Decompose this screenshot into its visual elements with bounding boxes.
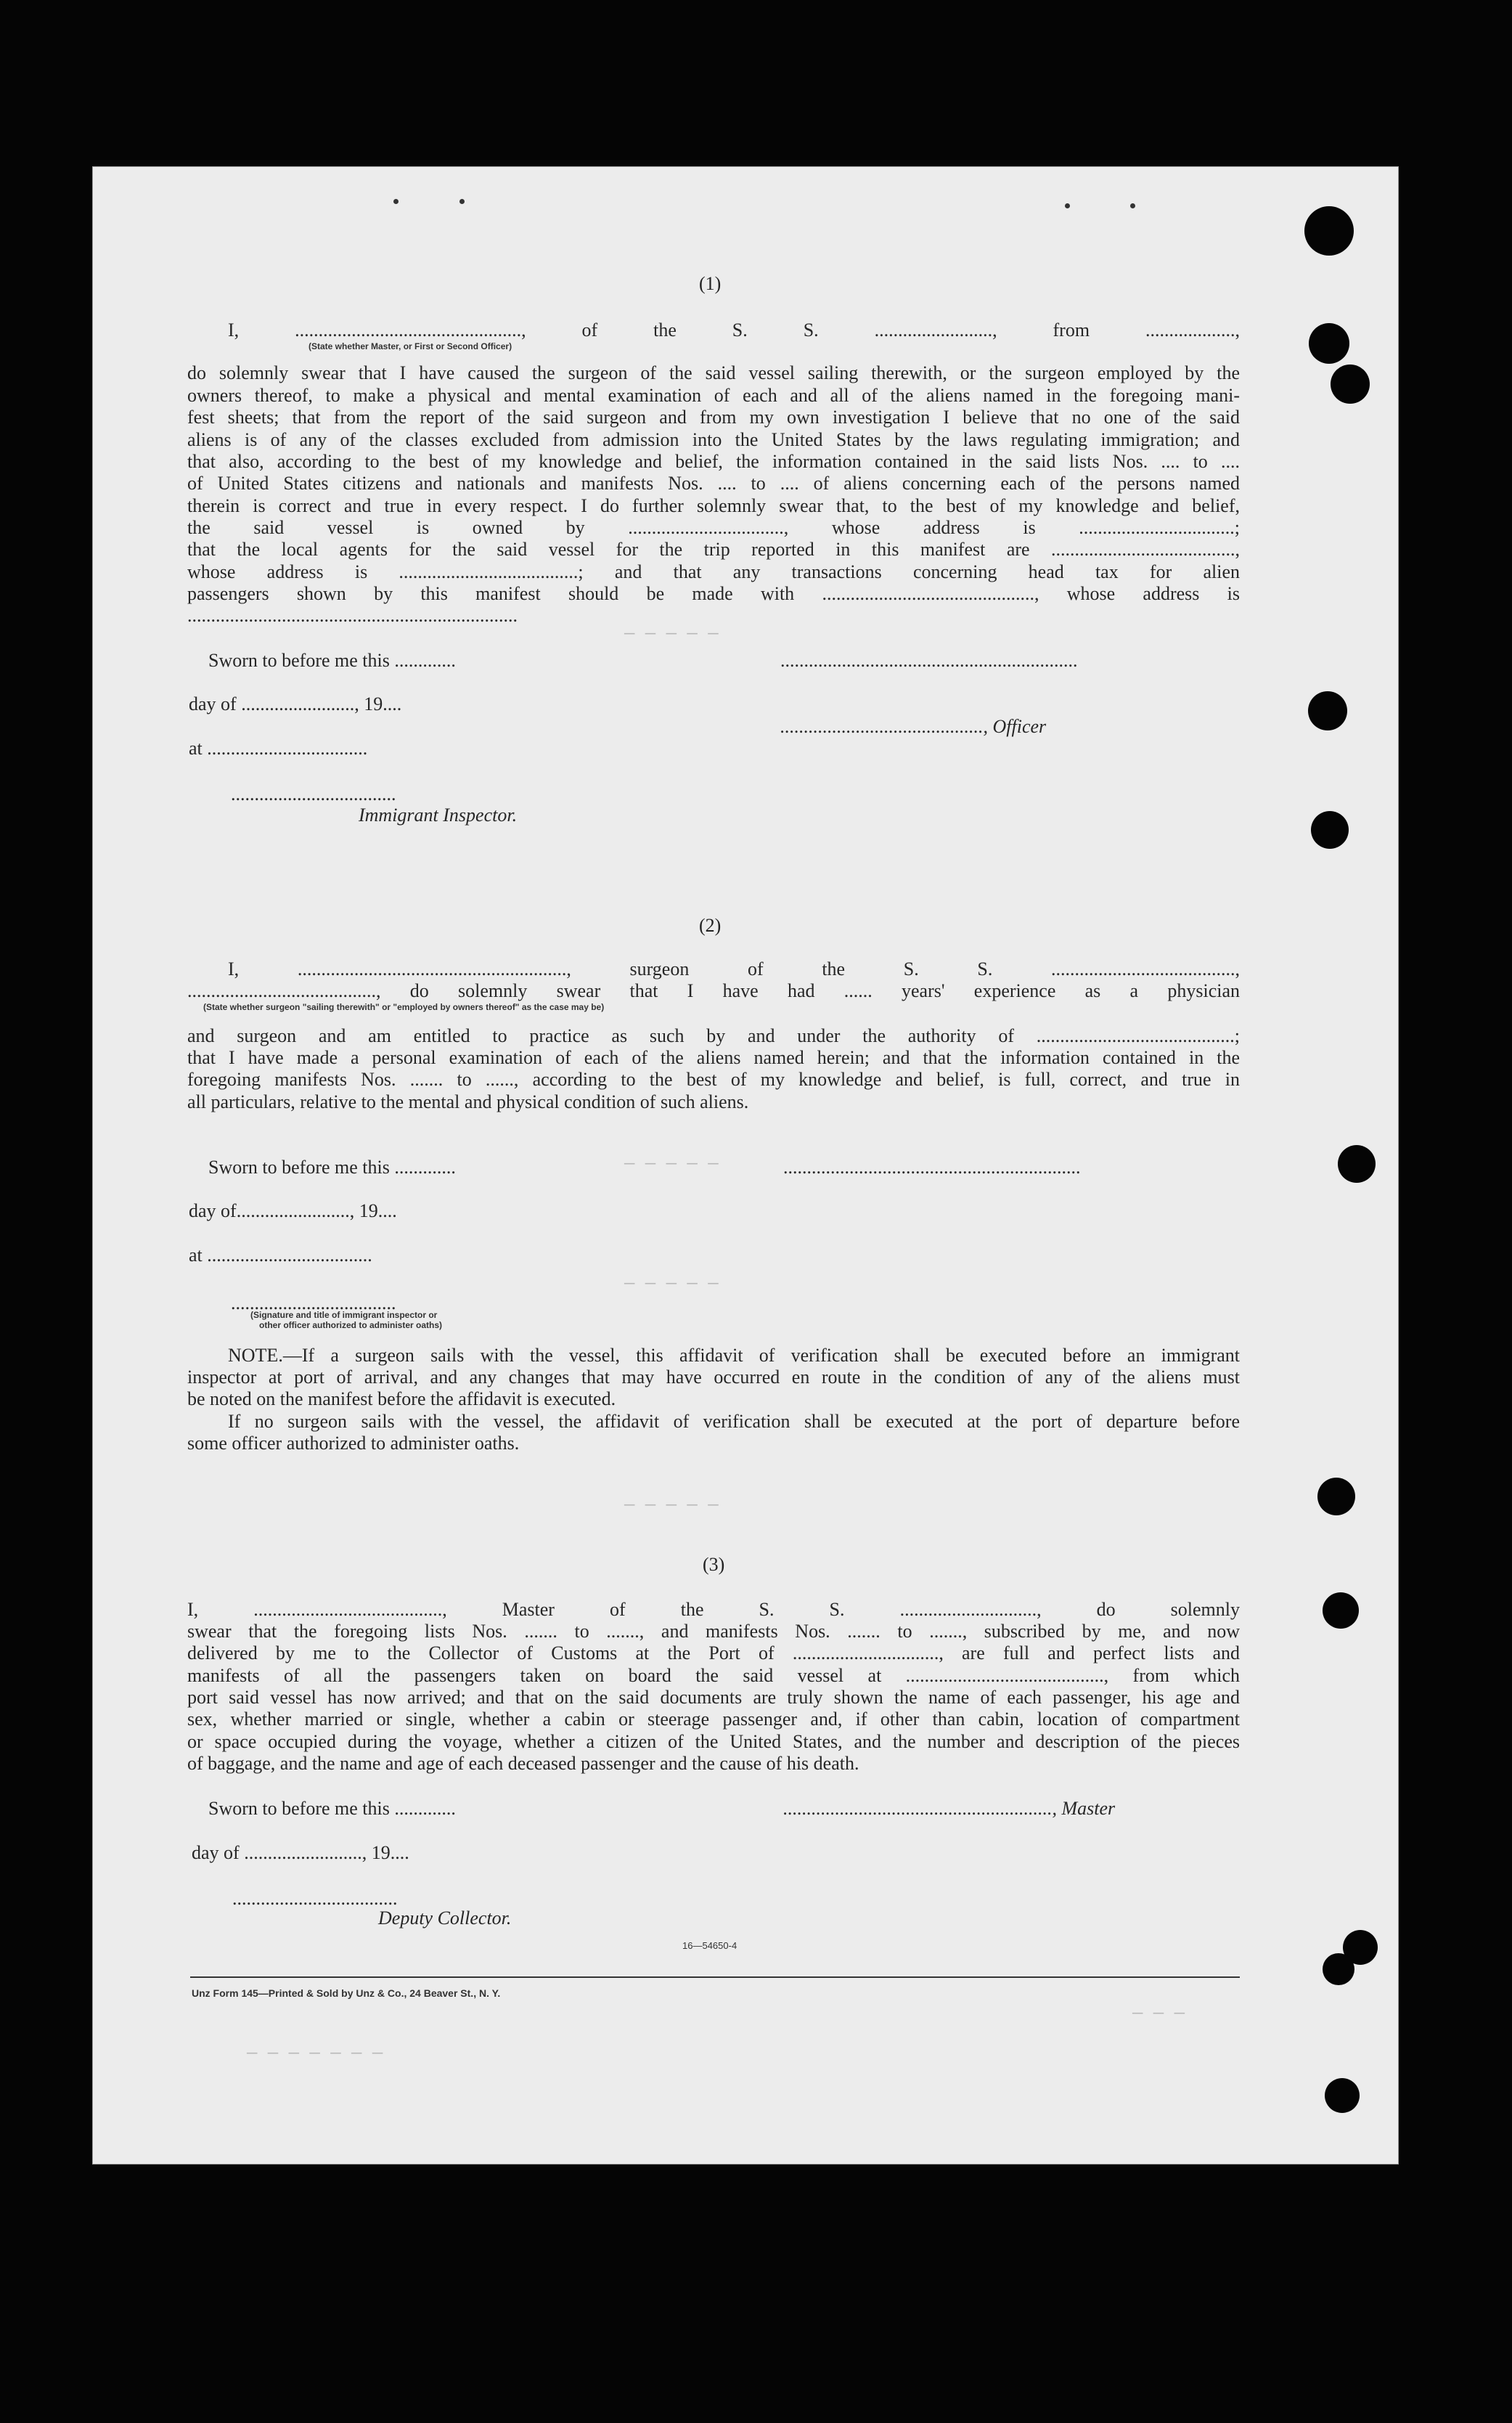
collector-label: Deputy Collector. xyxy=(378,1907,512,1929)
signature-title-hint: (Signature and title of immigrant inspector or xyxy=(250,1310,438,1320)
punch-hole xyxy=(1309,323,1349,364)
body-line: all particulars, relative to the mental and physical condition of such aliens. xyxy=(187,1091,749,1112)
body-line: swear that the foregoing lists Nos. ....... to ......., and manifests Nos. ....... to ......., subscribed by me, and now xyxy=(187,1621,1240,1642)
bleed-through-mark: — — — — — xyxy=(624,1155,719,1174)
footer-rule xyxy=(190,1976,1240,1978)
officer-title-field: ..........................................., Officer xyxy=(780,716,1047,737)
punch-hole xyxy=(1311,811,1349,849)
surgeon-declaration-line: I, ........................................................., surgeon of the S. S. ......................................., xyxy=(228,958,1240,980)
body-line: whose address is ......................................; and that any transactions concerning head tax for alien xyxy=(187,561,1240,582)
surgeon-type-hint: (State whether surgeon "sailing therewith" or "employed by owners thereof" as the case may be) xyxy=(203,1002,605,1012)
form-code: 16—54650-4 xyxy=(682,1940,737,1951)
master-signature-field: ........................................................., Master xyxy=(783,1798,1116,1819)
bleed-through-mark: — — — xyxy=(1132,2004,1185,2024)
place-field: at .................................. xyxy=(189,738,368,759)
bleed-through-mark: — — — — — xyxy=(624,1496,719,1515)
body-line: that also, according to the best of my knowledge and belief, the information contained in the said lists Nos. .... to .... xyxy=(187,451,1240,472)
body-line: ...................................................................... xyxy=(187,605,518,626)
day-field: day of ........................., 19.... xyxy=(192,1842,409,1863)
punch-hole xyxy=(1308,691,1347,730)
note-line: If no surgeon sails with the vessel, the affidavit of verification shall be executed at the port of departure before xyxy=(228,1411,1240,1432)
body-line: fest sheets; that from the report of the said surgeon and from my own investigation I believe that no one of the said xyxy=(187,407,1240,428)
collector-signature-field: ................................... xyxy=(232,1888,398,1909)
printer-imprint: Unz Form 145—Printed & Sold by Unz & Co., 24 Beaver St., N. Y. xyxy=(192,1987,501,1999)
body-line: and surgeon and am entitled to practice as such by and under the authority of ..........................................; xyxy=(187,1025,1240,1046)
note-line: NOTE.—If a surgeon sails with the vessel, this affidavit of verification shall be executed before an immigrant xyxy=(228,1345,1240,1366)
body-line: therein is correct and true in every respect. I do further solemnly swear that, to the best of my knowledge and belief, xyxy=(187,495,1240,516)
note-line: inspector at port of arrival, and any changes that may have occurred en route in the condition of any of the aliens must xyxy=(187,1367,1240,1388)
punch-hole xyxy=(1317,1478,1355,1515)
day-field: day of ........................, 19.... xyxy=(189,693,402,714)
note-line: be noted on the manifest before the affidavit is executed. xyxy=(187,1388,616,1409)
punch-hole xyxy=(1304,206,1354,256)
body-line: that I have made a personal examination of each of the aliens named herein; and that the information contained in the xyxy=(187,1047,1240,1068)
body-line: manifests of all the passengers taken on board the said vessel at .........................................., from which xyxy=(187,1665,1240,1686)
place-field: at ................................... xyxy=(189,1245,372,1266)
body-line: delivered by me to the Collector of Customs at the Port of ..............................., are full and perfect lists and xyxy=(187,1642,1240,1663)
body-line: I, ........................................, Master of the S. S. ............................., do solemnly xyxy=(187,1599,1240,1620)
punch-hole xyxy=(1323,1592,1359,1629)
speck xyxy=(393,199,399,204)
surgeon-signature-field: ............................................................... xyxy=(783,1157,1081,1178)
punch-hole xyxy=(1325,2078,1360,2113)
body-line: of baggage, and the name and age of each deceased passenger and the cause of his death. xyxy=(187,1753,859,1774)
bleed-through-mark: — — — — — xyxy=(624,624,719,644)
body-line: of United States citizens and nationals and manifests Nos. .... to .... of aliens concerning each of the persons named xyxy=(187,473,1240,494)
officer-rank-hint: (State whether Master, or First or Second Officer) xyxy=(308,341,512,351)
punch-hole xyxy=(1338,1145,1376,1183)
bleed-through-mark: — — — — — — — xyxy=(247,2044,383,2064)
body-line: or space occupied during the voyage, whether a citizen of the United States, and the number and description of the pieces xyxy=(187,1731,1240,1752)
section-number-2: (2) xyxy=(699,915,722,936)
master-declaration-line: I, ................................................, of the S. S. ........................., from ..................., xyxy=(228,319,1240,341)
body-line: port said vessel has now arrived; and that on the said documents are truly shown the name of each passenger, his age and xyxy=(187,1687,1240,1708)
day-field: day of........................, 19.... xyxy=(189,1200,397,1221)
body-line: aliens is of any of the classes excluded from admission into the United States by the laws regulating immigration; and xyxy=(187,429,1240,450)
note-line: some officer authorized to administer oaths. xyxy=(187,1433,520,1454)
sworn-date-field: Sworn to before me this ............. xyxy=(208,1157,456,1178)
speck xyxy=(459,199,465,204)
body-line: sex, whether married or single, whether a cabin or steerage passenger and, if other than cabin, location of compartment xyxy=(187,1709,1240,1730)
punch-hole xyxy=(1331,365,1370,404)
punch-hole xyxy=(1323,1953,1354,1985)
body-line: foregoing manifests Nos. ....... to ......, according to the best of my knowledge and belief, is full, correct, and true in xyxy=(187,1069,1240,1090)
sworn-date-field: Sworn to before me this ............. xyxy=(208,1798,456,1819)
body-line: the said vessel is owned by ................................., whose address is .................................; xyxy=(187,517,1240,538)
body-line: do solemnly swear that I have caused the surgeon of the said vessel sailing therewith, or the surgeon employed by the xyxy=(187,362,1240,383)
body-line: passengers shown by this manifest should be made with ............................................., whose address is xyxy=(187,583,1240,604)
bleed-through-mark: — — — — — xyxy=(624,1274,719,1294)
body-line: that the local agents for the said vessel for the trip reported in this manifest are ......................................., xyxy=(187,539,1240,560)
body-line: owners thereof, to make a physical and mental examination of each and all of the aliens named in the foregoing mani- xyxy=(187,385,1240,406)
section-number-3: (3) xyxy=(703,1554,725,1575)
officer-signature-field: ............................................................... xyxy=(780,650,1078,671)
inspector-signature-field: ................................... xyxy=(231,1292,396,1314)
speck xyxy=(1130,203,1135,208)
inspector-label: Immigrant Inspector. xyxy=(359,805,518,826)
inspector-signature-field: ................................... xyxy=(231,783,396,805)
section-number-1: (1) xyxy=(699,273,722,294)
speck xyxy=(1065,203,1070,208)
signature-title-hint: other officer authorized to administer oaths) xyxy=(259,1320,443,1330)
surgeon-declaration-line: ........................................, do solemnly swear that I have had ...... years' experience as a physician xyxy=(187,980,1240,1001)
sworn-date-field: Sworn to before me this ............. xyxy=(208,650,456,671)
